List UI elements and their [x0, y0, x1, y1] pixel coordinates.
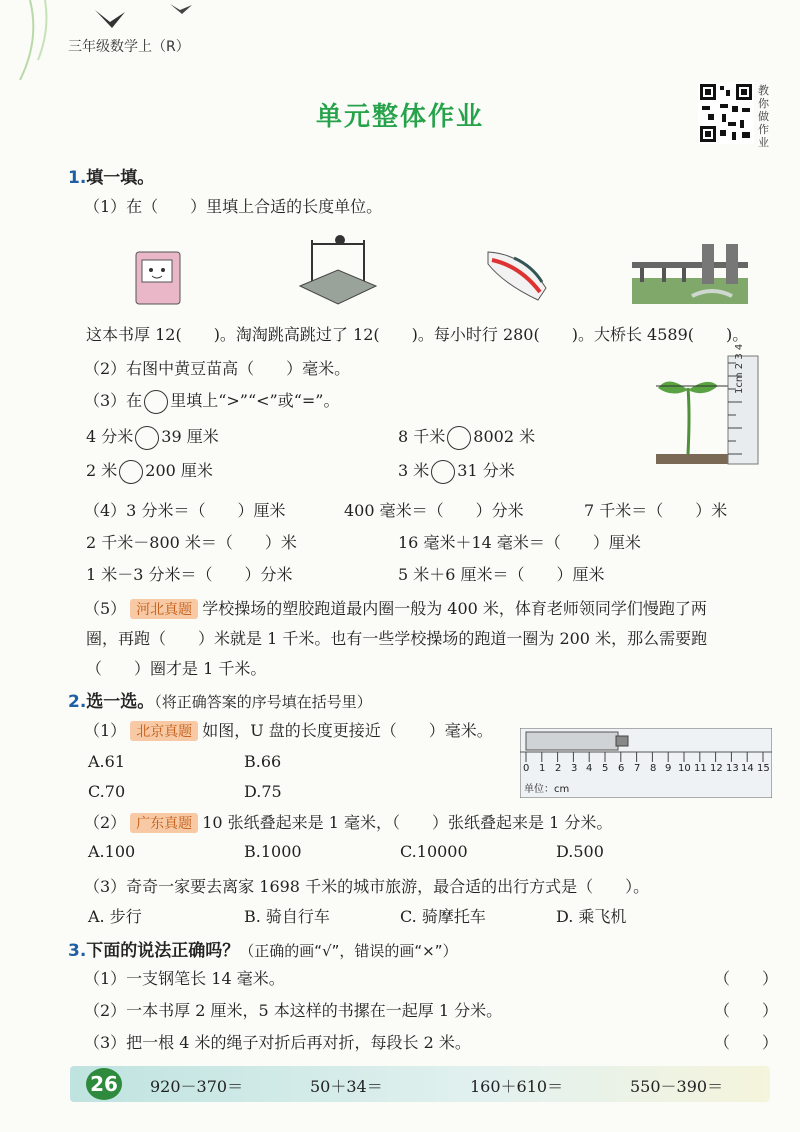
s3-answer-bracket-3[interactable]: （ ）	[714, 1033, 779, 1052]
s2-q2-opt-c: C.10000	[400, 842, 468, 861]
s1-q5-line-2: 圈，再跑（ ）米就是 1 千米。也有一些学校操场的跑道一圈为 200 米，那么需要跑	[86, 629, 708, 648]
compare-circle[interactable]	[447, 426, 471, 450]
compare-circle[interactable]	[135, 426, 159, 450]
s1-q3-prompt: （3）在 里填上“>”“<”或“=”。	[84, 388, 340, 414]
bean-sprout-ruler-illustration	[652, 354, 772, 466]
s2-q2-opt-d: D.500	[556, 842, 604, 861]
s2-q1: （1） 北京真题 如图，U 盘的长度更接近（ ）毫米。	[84, 721, 493, 740]
s3-item-1: （1）一支钢笔长 14 毫米。	[84, 969, 285, 988]
ruler-tick-label: 3	[571, 763, 578, 774]
s1-q2: （2）右图中黄豆苗高（ ）毫米。	[84, 359, 351, 378]
s1-q4-c: 7 千米＝（ ）米	[584, 501, 728, 520]
bridge-icon	[632, 238, 748, 304]
book-icon	[132, 248, 188, 310]
ruler-tick-label: 6	[618, 763, 625, 774]
ruler-unit-label: 单位：cm	[524, 784, 570, 795]
ruler-tick-label: 11	[694, 763, 707, 774]
s3-item-2: （2）一本书厚 2 厘米，5 本这样的书摞在一起厚 1 分米。	[84, 1001, 503, 1020]
s2-q1-opt-c: C.70	[88, 782, 126, 801]
ruler-tick-label: 15	[757, 763, 770, 774]
grade-label: 三年级数学上（R）	[68, 39, 190, 55]
s2-q3-opt-d: D. 乘飞机	[556, 907, 627, 926]
section-1-title: 1.填一填。	[68, 168, 155, 188]
s2-q3: （3）奇奇一家要去离家 1698 千米的城市旅游，最合适的出行方式是（ ）。	[84, 877, 650, 896]
qr-code-icon[interactable]	[698, 82, 754, 144]
qr-caption: 教你做作业	[758, 84, 769, 149]
ruler-tick-label: 12	[710, 763, 723, 774]
ruler-tick-label: 9	[665, 763, 672, 774]
source-tag: 河北真题	[130, 599, 198, 619]
s1-q4-f: 1 米－3 分米＝（ ）分米	[86, 565, 293, 584]
s1-q4-d: 2 千米－800 米＝（ ）米	[86, 533, 297, 552]
s2-q2-opt-b: B.1000	[244, 842, 302, 861]
ruler-tick-label: 8	[650, 763, 657, 774]
compare-row-1b: 8 千米 8002 米	[398, 424, 535, 450]
ruler-tick-label: 2	[555, 763, 562, 774]
compare-circle	[144, 390, 168, 414]
source-tag: 广东真题	[130, 813, 198, 833]
ruler-vertical-label: 1cm 2 3 4	[734, 343, 745, 394]
s1-q4-a: （4）3 分米＝（ ）厘米	[84, 501, 286, 520]
s1-q4-g: 5 米＋6 厘米＝（ ）厘米	[398, 565, 605, 584]
ruler-tick-label: 14	[741, 763, 754, 774]
s2-q3-opt-b: B. 骑自行车	[244, 907, 330, 926]
ruler-tick-label: 13	[726, 763, 739, 774]
s2-q3-opt-a: A. 步行	[88, 907, 142, 926]
ruler-tick-label: 7	[634, 763, 641, 774]
source-tag: 北京真题	[130, 721, 198, 741]
train-icon	[484, 244, 554, 308]
compare-row-1a: 4 分米 39 厘米	[86, 424, 219, 450]
s1-q5-line-3: （ ）圈才是 1 千米。	[86, 659, 267, 678]
compare-row-2a: 2 米 200 厘米	[86, 458, 213, 484]
s3-item-3: （3）把一根 4 米的绳子对折后再对折，每段长 2 米。	[84, 1033, 471, 1052]
s2-q1-opt-b: B.66	[244, 752, 282, 771]
s1-q4-e: 16 毫米＋14 毫米＝（ ）厘米	[398, 533, 641, 552]
oral-calc-1: 920－370＝	[150, 1077, 244, 1096]
s1-q1-prompt: （1）在（ ）里填上合适的长度单位。	[84, 197, 383, 216]
compare-circle[interactable]	[431, 460, 455, 484]
section-2-title: 2.选一选。（将正确答案的序号填在括号里）	[68, 692, 372, 712]
s2-q2-opt-a: A.100	[88, 842, 136, 861]
s1-q5-line-1: （5） 河北真题 学校操场的塑胶跑道最内圈一般为 400 米，体育老师领同学们慢跑了两	[84, 599, 707, 618]
s2-q2: （2） 广东真题 10 张纸叠起来是 1 毫米，（ ）张纸叠起来是 1 分米。	[84, 813, 613, 832]
s2-q1-opt-a: A.61	[88, 752, 125, 771]
oral-calc-2: 50＋34＝	[310, 1077, 383, 1096]
ruler-tick-label: 5	[602, 763, 609, 774]
section-3-title: 3.下面的说法正确吗？（正确的画“√”，错误的画“×”）	[68, 941, 458, 961]
s3-answer-bracket-1[interactable]: （ ）	[714, 969, 779, 988]
compare-circle[interactable]	[119, 460, 143, 484]
compare-row-2b: 3 米 31 分米	[398, 458, 515, 484]
s1-q1-fill-line: 这本书厚 12( )。淘淘跳高跳过了 12( )。每小时行 280( )。大桥长 4589( )。	[86, 325, 749, 344]
s3-answer-bracket-2[interactable]: （ ）	[714, 1001, 779, 1020]
ruler-tick-label: 1	[539, 763, 546, 774]
ruler-tick-label: 10	[678, 763, 691, 774]
page-title: 单元整体作业	[315, 102, 484, 132]
page-number: 26	[86, 1068, 122, 1100]
oral-calc-4: 550－390＝	[630, 1077, 724, 1096]
oral-calc-3: 160＋610＝	[470, 1077, 564, 1096]
usb-ruler-figure	[520, 728, 772, 798]
high-jump-mat-icon	[296, 226, 380, 310]
s2-q1-opt-d: D.75	[244, 782, 282, 801]
s2-q3-opt-c: C. 骑摩托车	[400, 907, 486, 926]
ruler-tick-label: 4	[586, 763, 593, 774]
ruler-tick-label: 0	[523, 763, 530, 774]
s1-q4-b: 400 毫米＝（ ）分米	[344, 501, 524, 520]
